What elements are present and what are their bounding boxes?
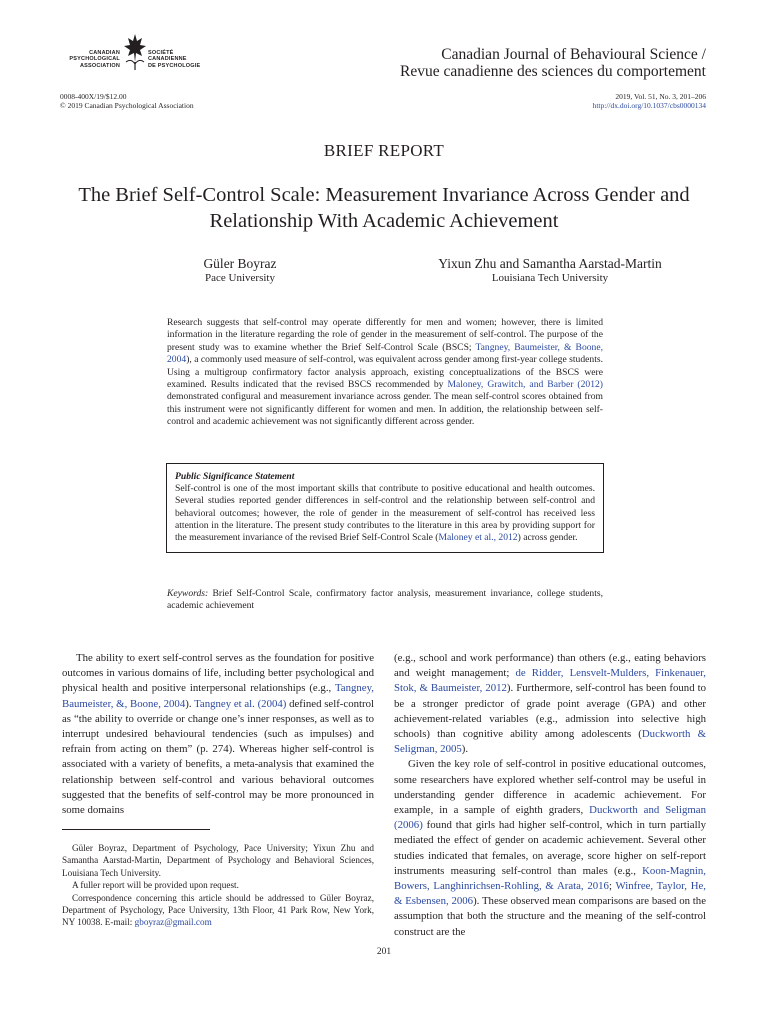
paragraph: (e.g., school and work performance) than others (e.g., eating behaviors and weight management; de Ridder, Lensvelt-Mulders, Finkenauer, Stok, & Baumeister, 2012). Furthermore, self-control has been found to be a stronger predictor of grade point average (GPA) and other achievement-related variables (e.g., admission into selective high schools) than cognitive ability among adolescents (Duckworth & Seligman, 2005).	[394, 652, 706, 756]
email-link[interactable]: gboyraz@gmail.com	[134, 917, 212, 928]
author-affiliation: Pace University	[205, 272, 275, 284]
citation-link[interactable]: Tangney et al. (2004)	[194, 697, 287, 710]
publisher-logo	[60, 32, 230, 78]
publisher-name-en: CANADIAN PSYCHOLOGICAL ASSOCIATION	[69, 50, 120, 69]
section-label: BRIEF REPORT	[323, 141, 445, 160]
citation-link[interactable]: Tangney, Baumeister, &, Boone, 2004	[62, 682, 374, 710]
publisher-name-fr: SOCIÉTÉ CANADIENNE DE PSYCHOLOGIE	[148, 50, 201, 69]
citation-link[interactable]: Maloney, Grawitch, and Barber (2012)	[447, 379, 603, 391]
publication-meta-left	[60, 92, 194, 110]
body-column-left	[62, 651, 374, 818]
footnote: Correspondence concerning this article should be addressed to Güler Boyraz, Department of Psychology, Pace University, 13th Floor, 41 Park Row, New York, NY 10038. E-mail: gboyraz@gmail.com	[62, 892, 374, 928]
issn-price: 0008-400X/19/$12.00	[60, 92, 127, 101]
paragraph: The ability to exert self-control serves as the foundation for positive outcomes in various domains of life, including better psychological and physical health and positive interpersonal relationships (e.g., Tangney, Baumeister, &, Boone, 2004). Tangney et al. (2004) defined self-control as “the ability to override or change one’s inner responses, as well as to interrupt undesired behavioural tendencies (such as impulses) and refrain from acting on them” (p. 274). Whereas higher self-control is associated with a variety of benefits, a meta-analysis that examined the relationship between self-control and various behavioral outcomes suggested that the benefits of self-control may be more pronounced in some domains	[62, 652, 374, 817]
publication-meta-right	[593, 92, 706, 110]
journal-name	[400, 46, 706, 80]
author-2	[400, 256, 700, 285]
public-significance-body: Self-control is one of the most important skills that contribute to positive educational and health outcomes. Several studies reported gender differences in self-control and the relationship between self-control and behavioral outcomes; however, the role of gender in the measurement of self-control has received less attention in the literature. The present study contributes to the literature in this area by providing support for the measurement invariance of the revised Brief Self-Control Scale (Maloney et al., 2012) across gender.	[175, 483, 595, 544]
author-1	[160, 256, 320, 285]
keywords: Keywords: Brief Self-Control Scale, confirmatory factor analysis, measurement invariance, college students, academic achievement	[167, 588, 603, 612]
footnote-divider	[62, 829, 210, 830]
journal-name-fr: Revue canadienne des sciences du comportement	[399, 63, 706, 80]
abstract: Research suggests that self-control may operate differently for men and women; however, there is limited information in the literature regarding the role of gender in the measurement of self-control. The purpose of the present study was to examine whether the Brief Self-Control Scale (BSCS; Tangney, Baumeister, & Boone, 2004), a commonly used measure of self-control, was equivalent across gender among first-year college students. Using a multigroup confirmatory factor analysis approach, existing conceptualizations of the BSCS were examined. Results indicated that the revised BSCS recommended by Maloney, Grawitch, and Barber (2012) demonstrated configural and measurement invariance across gender. The mean self-control scores obtained from this instrument were not significantly different for women and men. In addition, the relationship between self-control and academic achievement was not significantly different across gender.	[167, 317, 604, 428]
author-name: Yixun Zhu and Samantha Aarstad-Martin	[438, 256, 662, 271]
paragraph: Given the key role of self-control in positive educational outcomes, some researchers have explored whether self-control may be useful in understanding gender difference in academic achievement. For example, in a sample of eighth graders, Duckworth and Seligman (2006) found that girls had higher self-control, which in turn partially mediated the effect of gender on academic achievement. Several other studies indicated that females, on average, score higher on self-report instruments measuring self-control than males (e.g., Koon-Magnin, Bowers, Langhinrichsen-Rohling, & Arata, 2016; Winfree, Taylor, He, & Esbensen, 2006). These observed mean comparisons are based on the assumption that both the structure and the meaning of the self-control construct are the	[394, 758, 706, 938]
keywords-label: Keywords:	[167, 588, 209, 599]
citation-link[interactable]: Winfree, Taylor, He, & Esbensen, 2006	[394, 880, 706, 908]
footnote: Güler Boyraz, Department of Psychology, Pace University; Yixun Zhu and Samantha Aarstad-Martin, Department of Psychology and Behavioral Sciences, Louisiana Tech University.	[62, 843, 374, 878]
author-name: Güler Boyraz	[203, 256, 277, 271]
body-column-right	[394, 651, 706, 940]
citation-link[interactable]: Maloney et al., 2012	[438, 532, 518, 544]
author-note	[62, 842, 374, 929]
public-significance-title: Public Significance Statement	[175, 471, 295, 482]
author-affiliation: Louisiana Tech University	[491, 272, 609, 284]
footnote: A fuller report will be provided upon request.	[72, 880, 239, 891]
volume-info: 2019, Vol. 51, No. 3, 201–206	[615, 92, 706, 101]
citation-link[interactable]: Duckworth and Seligman (2006)	[394, 804, 706, 832]
citation-link[interactable]: Koon-Magnin, Bowers, Langhinrichsen-Rohling, & Arata, 2016	[394, 864, 706, 893]
article-title: The Brief Self-Control Scale: Measurement Invariance Across Gender and Relationship With Academic Achievement	[78, 184, 690, 232]
citation-link[interactable]: Duckworth & Seligman, 2005	[394, 728, 706, 756]
citation-link[interactable]: de Ridder, Lensvelt-Mulders, Finkenauer, Stok, & Baumeister, 2012	[394, 667, 706, 695]
copyright: © 2019 Canadian Psychological Association	[60, 101, 194, 110]
page-number: 201	[376, 947, 392, 957]
doi-link[interactable]: http://dx.doi.org/10.1037/cbs0000134	[592, 101, 706, 110]
citation-link[interactable]: Tangney, Baumeister, & Boone, 2004	[167, 341, 604, 366]
journal-name-en: Canadian Journal of Behavioural Science /	[441, 46, 706, 63]
maple-leaf-bird-icon	[122, 32, 148, 72]
public-significance-box	[166, 463, 604, 553]
